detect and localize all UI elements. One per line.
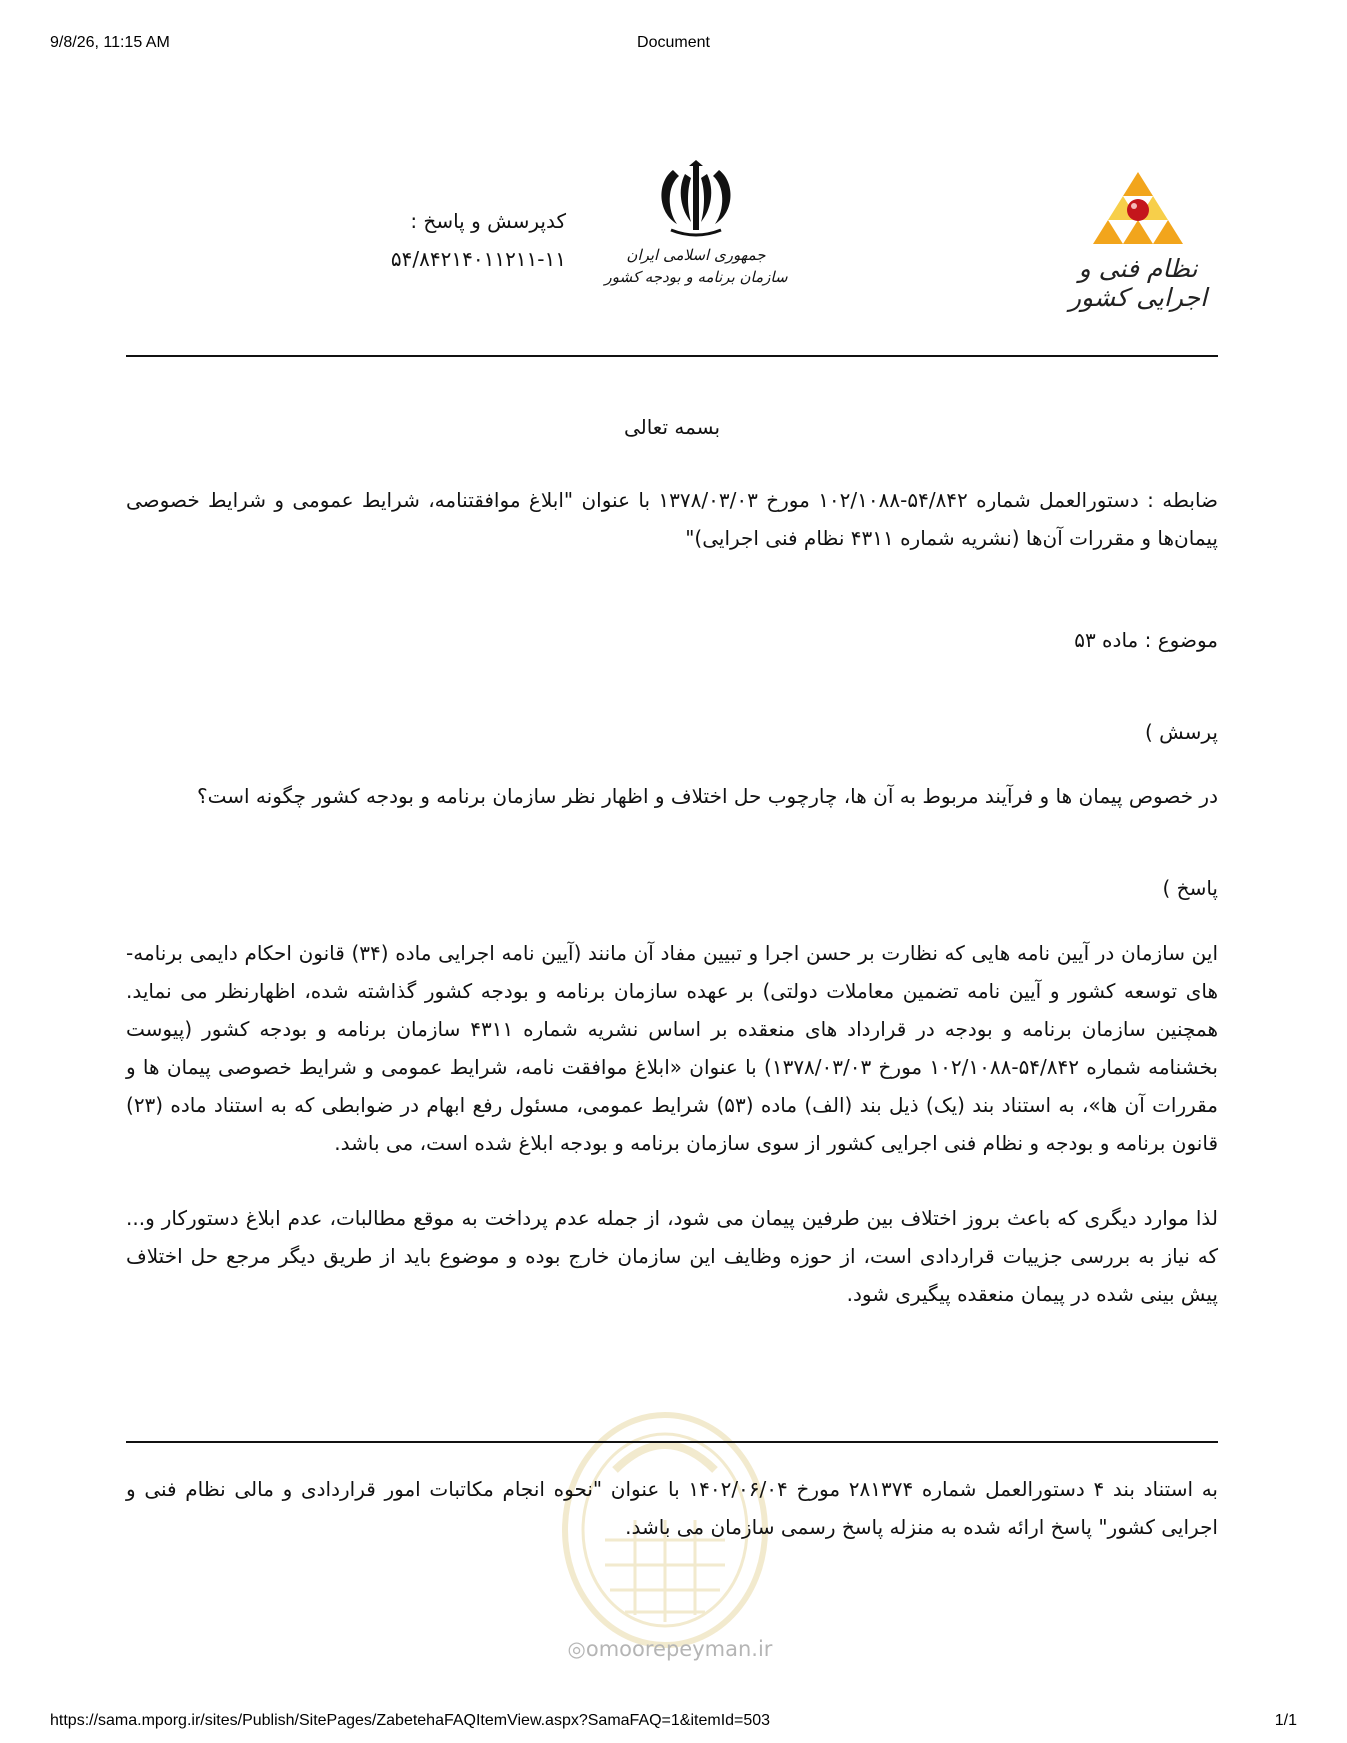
subject-text: موضوع : ماده ۵۳: [1074, 628, 1218, 652]
footnote-section: [126, 1470, 1218, 1546]
bismillah: بسمه تعالی: [623, 415, 721, 439]
answer-paragraph-1: [126, 934, 1218, 1162]
zabeteh-text: ضابطه : دستورالعمل شماره ۵۴/۸۴۲-۱۰۲/۱۰۸۸ مورخ ۱۳۷۸/۰۳/۰۳ با عنوان "ابلاغ موافقتنامه، شرایط عمومی و شرایط خصوصی پیمان‌ها و مقررات آن‌ها (نشریه شماره ۴۳۱۱ نظام فنی اجرایی)": [126, 488, 1219, 550]
footer-divider: [126, 1441, 1218, 1443]
page-url: https://sama.mporg.ir/sites/Publish/SitePages/ZabetehaFAQItemView.aspx?SamaFAQ=1&itemId=503: [50, 1712, 771, 1729]
page-number: 1/1: [1274, 1712, 1297, 1729]
emblem-line2: سازمان برنامه و بودجه کشور: [604, 268, 788, 286]
print-footer: [0, 1712, 1347, 1734]
print-datetime: 9/8/26, 11:15 AM: [50, 34, 170, 51]
qa-code-label: کدپرسش و پاسخ :: [410, 209, 566, 233]
answer-text-1: این سازمان در آیین نامه هایی که نظارت بر حسن اجرا و تبیین مفاد آن مانند (آیین نامه اجرایی ماده (۳۴) قانون احکام دایمی برنامه-های توسعه کشور و آیین نامه تضمین معاملات دولتی) بر عهده سازمان برنامه و بودجه کشور گذاشته شده، اظهارنظر می نماید. همچنین سازمان برنامه و بودجه در قرارداد های منعقده بر اساس نشریه شماره ۴۳۱۱ سازمان برنامه و بودجه کشور (پیوست بخشنامه شماره ۵۴/۸۴۲-۱۰۲/۱۰۸۸ مورخ ۱۳۷۸/۰۳/۰۳) با عنوان «ابلاغ موافقت نامه، شرایط عمومی و شرایط خصوصی پیمان ها و مقررات آن ها»، به استناد بند (یک) ذیل بند (الف) ماده (۵۳) شرایط عمومی، مسئول رفع ابهام در ضوابطی که به استناد ماده (۲۳) قانون برنامه و بودجه و نظام فنی اجرایی کشور از سوی سازمان برنامه و بودجه ابلاغ شده است، می باشد.: [126, 941, 1218, 1155]
qa-code-value: ۵۴/۸۴۲۱۴۰۱۱۲۱۱-۱۱: [390, 247, 566, 271]
answer-text-2: لذا موارد دیگری که باعث بروز اختلاف بین طرفین پیمان می شود، از جمله عدم پرداخت به موقع مطالبات، عدم ابلاغ دستورکار و... که نیاز به بررسی جزییات قراردادی است، از حوزه وظایف این سازمان خارج بوده و موضوع باید از طریق دیگر مرجع حل اختلاف پیش بینی شده در پیمان منعقده پیگیری شود.: [126, 1206, 1218, 1306]
watermark-site: ◎omoorepeyman.ir: [567, 1637, 773, 1661]
nezam-fanni-logo-icon: [1093, 168, 1183, 248]
print-header: [0, 34, 1347, 56]
document-body: [126, 408, 1218, 446]
answer-label-section: [126, 869, 1218, 907]
footnote-text: به استناد بند ۴ دستورالعمل شماره ۲۸۱۳۷۴ مورخ ۱۴۰۲/۰۶/۰۴ با عنوان "نحوه انجام مکاتبات امور قراردادی و مالی نظام فنی و اجرایی کشور" پاسخ ارائه شده به منزله پاسخ رسمی سازمان می باشد.: [126, 1477, 1218, 1539]
qa-code-block: [236, 202, 566, 278]
letterhead: [126, 150, 1218, 325]
print-title: Document: [637, 34, 710, 51]
iran-emblem-icon: [651, 160, 741, 240]
nezam-fanni-logo: [1058, 168, 1218, 312]
zabeteh-section: [126, 481, 1218, 557]
answer-label: پاسخ ): [1162, 876, 1218, 900]
logo-text: نظام فنی و اجرایی کشور: [1068, 254, 1208, 312]
subject-section: [126, 621, 1218, 659]
emblem-line1: جمهوری اسلامی ایران: [626, 246, 766, 264]
question-label-section: [126, 713, 1218, 751]
watermark-site-icon: ◎: [567, 1637, 586, 1661]
answer-paragraph-2: [126, 1199, 1218, 1313]
question-label: پرسش ): [1144, 720, 1218, 744]
header-divider: [126, 355, 1218, 357]
question-section: [126, 777, 1218, 815]
question-text: در خصوص پیمان ها و فرآیند مربوط به آن ها، چارچوب حل اختلاف و اظهار نظر سازمان برنامه و بودجه کشور چگونه است؟: [197, 784, 1218, 808]
iran-emblem: [596, 160, 796, 288]
